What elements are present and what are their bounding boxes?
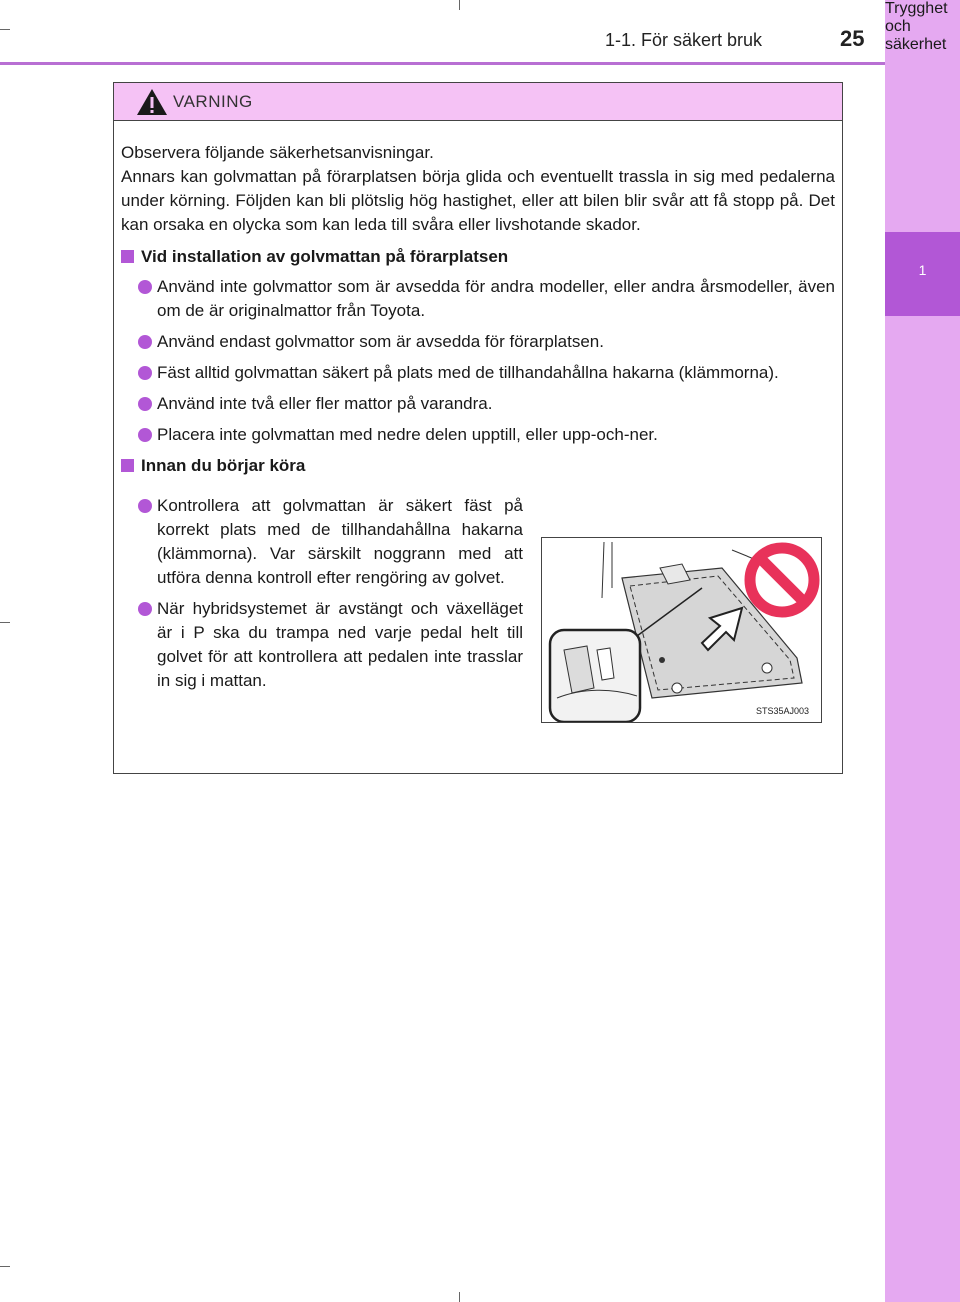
warning-box (113, 82, 843, 774)
round-bullet-icon (138, 280, 152, 294)
round-bullet-icon (138, 397, 152, 411)
crop-mark (0, 622, 10, 623)
list-item (121, 275, 835, 323)
list-item (121, 392, 835, 416)
chapter-title: Trygghet och säkerhet (885, 0, 948, 53)
figure-code: STS35AJ003 (755, 706, 809, 716)
before-driving-list (121, 494, 523, 700)
section-heading (121, 245, 835, 269)
floor-mat-illustration (541, 537, 822, 723)
list-item-text: Placera inte golvmattan med nedre delen upptill, eller upp-och-ner. (157, 425, 658, 444)
list-item-text: Använd endast golvmattor som är avsedda för förarplatsen. (157, 332, 604, 351)
list-item-text: Fäst alltid golvmattan säkert på plats med de tillhandahållna hakarna (klämmorna). (157, 363, 779, 382)
list-item-text: Använd inte två eller fler mattor på varandra. (157, 394, 493, 413)
list-item (121, 330, 835, 354)
square-bullet-icon (121, 459, 134, 472)
warning-body: Annars kan golvmattan på förarplatsen börja glida och eventuellt trassla in sig med pedalerna under körning. Följden kan bli plötslig hög hastighet, eller att bilen blir svår att få stopp på. Det kan orsaka en olycka som kan leda till svåra eller livshotande skador. (121, 167, 835, 234)
round-bullet-icon (138, 366, 152, 380)
list-item (121, 597, 523, 693)
warning-intro: Observera följande säkerhetsanvisningar. (121, 143, 434, 162)
round-bullet-icon (138, 428, 152, 442)
crop-mark (459, 0, 460, 10)
section-title: 1-1. För säkert bruk (605, 30, 763, 50)
round-bullet-icon (138, 335, 152, 349)
square-bullet-icon (121, 250, 134, 263)
warning-title: VARNING (173, 92, 253, 111)
page-number: 25 (840, 26, 865, 51)
list-item (121, 494, 523, 590)
list-item-text: När hybridsystemet är avstängt och växelläget är i P ska du trampa ned varje pedal helt till golvet för att kontrollera att pedalen inte trasslar in sig i mattan. (157, 599, 523, 690)
floor-mat-drawing (542, 538, 822, 723)
chapter-number: 1 (918, 262, 927, 278)
section-heading-text: Vid installation av golvmattan på förarplatsen (141, 247, 509, 266)
section-heading-text: Innan du börjar köra (141, 456, 306, 475)
list-item (121, 423, 835, 447)
round-bullet-icon (138, 602, 152, 616)
round-bullet-icon (138, 499, 152, 513)
warning-header (114, 83, 842, 121)
warning-triangle-icon (136, 88, 168, 116)
crop-mark (0, 29, 10, 30)
crop-mark (0, 1266, 10, 1267)
list-item (121, 361, 835, 385)
crop-mark (459, 1292, 460, 1302)
list-item-text: Kontrollera att golvmattan är säkert fäst på korrekt plats med de tillhandahållna hakarna (klämmorna). Var särskilt noggrann med att utföra denna kontroll efter rengöring av golvet. (157, 496, 523, 587)
list-item-text: Använd inte golvmattor som är avsedda för andra modeller, eller andra årsmodeller, även om de är originalmattor från Toyota. (157, 277, 835, 320)
section-heading (121, 454, 835, 478)
header-divider (0, 62, 885, 65)
